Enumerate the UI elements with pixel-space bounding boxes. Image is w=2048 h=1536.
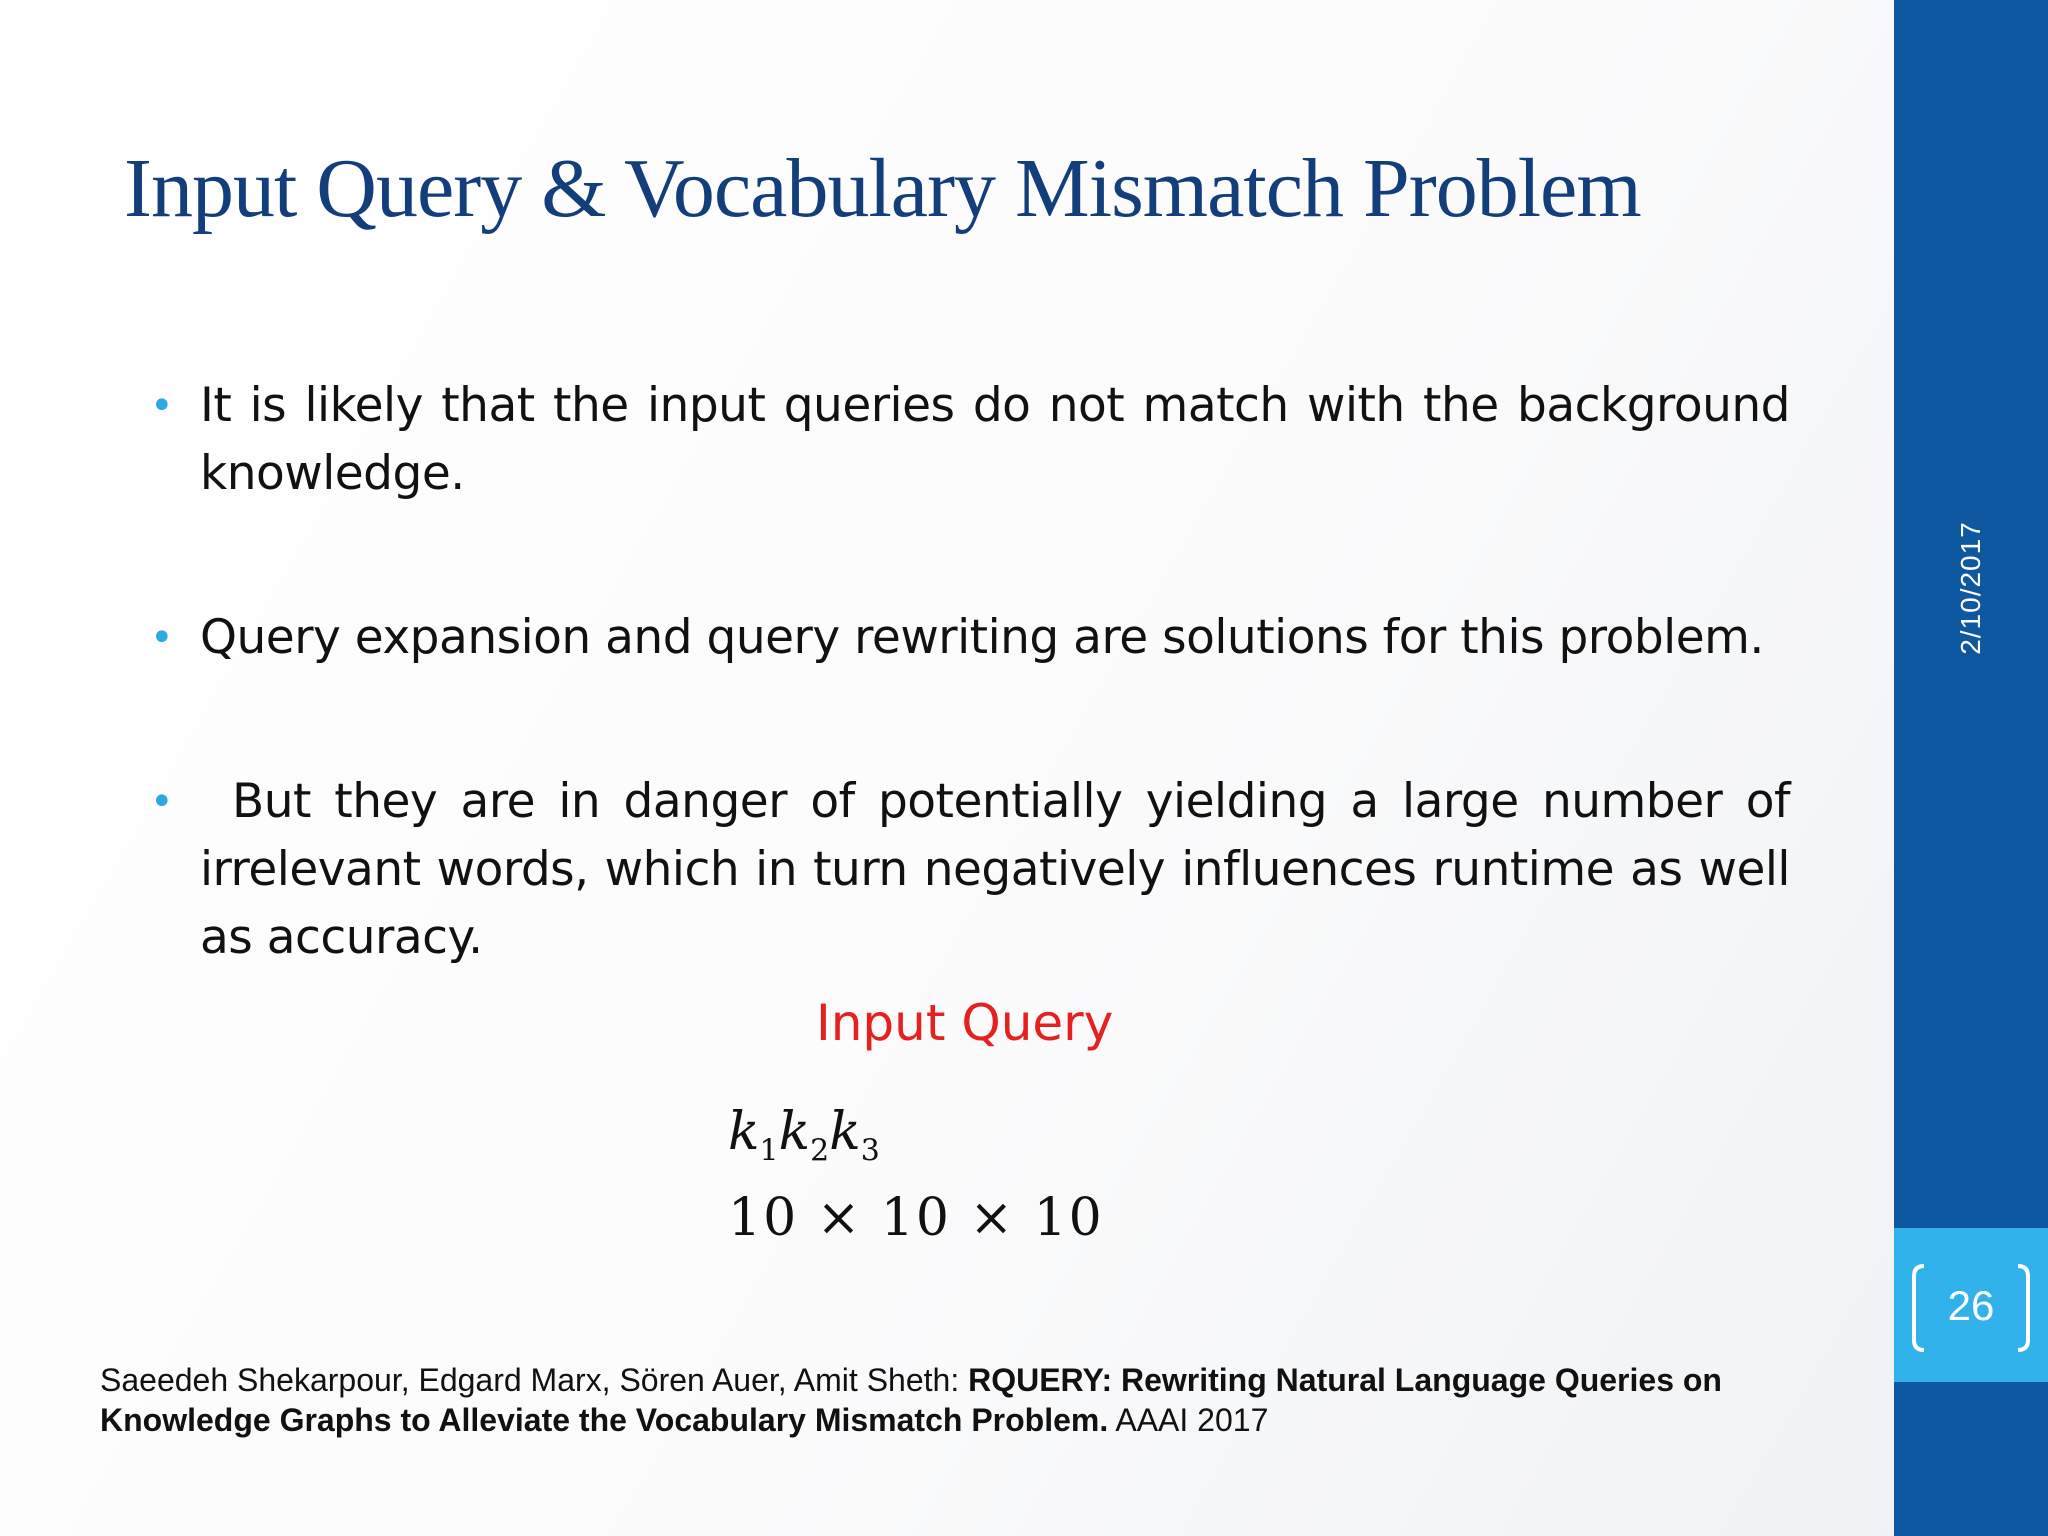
bullet-list [150,372,1790,972]
bullet-dot-icon: • [150,383,174,429]
bullet-text: But they are in danger of potentially yielding a large number of irrelevant words, which in turn negatively influences runtime as well as accuracy. [200,774,1790,965]
bullet-dot-icon: • [150,615,174,661]
query-formula [728,1100,1104,1253]
bullet-dot-icon: • [150,779,174,825]
keyword-subscript: 1 [759,1133,779,1169]
keyword-subscript: 2 [810,1133,830,1169]
bullet-text: Query expansion and query rewriting are solutions for this problem. [200,610,1764,665]
citation [100,1360,1820,1440]
bullet-text: It is likely that the input queries do not match with the background knowledge. [200,378,1790,501]
formula-expression: 10 × 10 × 10 [728,1188,1104,1249]
bullet-item [150,768,1790,972]
bullet-item [150,372,1790,508]
bullet-item [150,604,1790,672]
slide-title: Input Query & Vocabulary Mismatch Problem [124,142,1641,235]
keyword-subscript: 3 [860,1133,880,1169]
input-query-label: Input Query [816,994,1114,1052]
keyword-var: k [778,1102,811,1162]
keyword-var: k [728,1102,760,1162]
keyword-var: k [829,1102,861,1162]
citation-authors: Saeedeh Shekarpour, Edgard Marx, Sören Auer, Amit Sheth: [100,1362,969,1398]
slide-date: 2/10/2017 [1955,521,1986,655]
citation-paper-title: RQUERY: Rewriting Natural Language Queries on Knowledge Graphs to Alleviate the Vocabulary Mismatch Problem. [100,1362,1722,1438]
page-number: 26 [1947,1282,1995,1329]
page-number-box [1894,1228,2048,1382]
formula-keywords [728,1100,1104,1183]
citation-venue: AAAI 2017 [1108,1402,1269,1438]
